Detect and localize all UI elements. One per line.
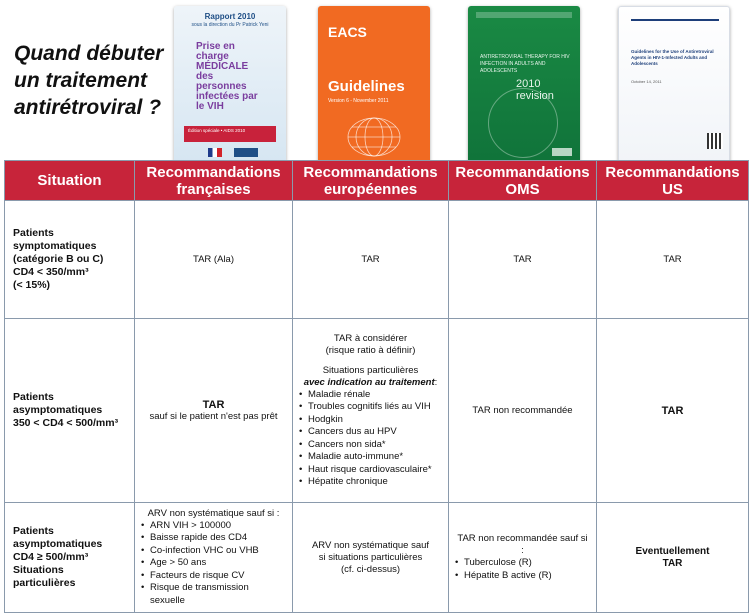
french-main-text: TAR [202, 398, 225, 411]
list-item: • Hépatite B active (R) [455, 570, 590, 583]
european-cell [293, 319, 449, 503]
qr-code-icon [707, 133, 723, 149]
european-conditions-list [299, 389, 442, 489]
situation-line: Patients [13, 227, 54, 239]
eacs-cover-title: Guidelines [328, 78, 405, 95]
european-intro-emphasis: avec indication au traitement: [303, 376, 438, 388]
list-item: • Cancers dus au HPV [299, 426, 442, 439]
european-line: si situations particulières [318, 551, 423, 563]
french-sub-text: sauf si le patient n'est pas prêt [149, 410, 278, 422]
list-item: • Age > 50 ans [141, 557, 286, 570]
french-intro: ARV non systématique sauf si : [147, 507, 280, 519]
situation-cell [5, 201, 135, 319]
table-row-asymptomatic-350-500 [5, 319, 749, 503]
who-cell [449, 503, 597, 613]
list-item: • Haut risque cardiovasculaire* [299, 464, 442, 477]
eacs-mesh-graphic-icon [344, 114, 404, 160]
recommendations-table [4, 160, 749, 613]
table-row-asymptomatic-500 [5, 503, 749, 613]
us-cover-date: October 14, 2011 [631, 79, 662, 84]
list-item: • Facteurs de risque CV [141, 570, 286, 583]
situation-line: Patients [13, 391, 54, 403]
french-cover-band: Édition spéciale • AIDS 2010 [184, 126, 276, 142]
european-cell: TAR [293, 201, 449, 319]
who-cell: TAR [449, 201, 597, 319]
list-item: • Maladie rénale [299, 389, 442, 402]
who-cover-strip [476, 12, 572, 18]
list-item: • Hépatite chronique [299, 476, 442, 489]
french-cell: TAR (Ala) [135, 201, 293, 319]
who-globe-graphic-icon [488, 88, 558, 158]
who-cover-title: ANTIRETROVIRAL THERAPY FOR HIV INFECTION IN ADULTS AND ADOLESCENTS [480, 54, 570, 74]
header-situation: Situation [5, 161, 135, 201]
european-cell [293, 503, 449, 613]
eacs-cover-version: Version 6 - November 2011 [328, 98, 389, 104]
us-cover-title: Guidelines for the Use of Antiretroviral Agents in HIV-1-Infected Adults and Adolescents [631, 49, 714, 66]
list-item: • Hodgkin [299, 414, 442, 427]
european-line: ARV non systématique sauf [311, 539, 430, 551]
who-logo-icon [552, 148, 572, 156]
who-cover-revision: 2010 revision [516, 78, 554, 102]
us-cell: TAR [597, 201, 749, 319]
header-us: Recommandations US [597, 161, 749, 201]
situation-line: (< 15%) [13, 279, 51, 291]
who-cell: TAR non recommandée [449, 319, 597, 503]
french-report-cover [174, 6, 286, 164]
list-item: • Tuberculose (R) [455, 557, 590, 570]
situation-line: symptomatiques [13, 240, 97, 252]
us-line: Eventuellement [635, 545, 710, 557]
situation-line: 350 < CD4 < 500/mm³ [13, 417, 119, 429]
european-top-line: TAR à considérer [333, 332, 408, 344]
who-guidelines-cover [468, 6, 580, 164]
table-header-row [5, 161, 749, 201]
header-who: Recommandations OMS [449, 161, 597, 201]
ministry-logo-icon [234, 148, 258, 157]
situation-cell [5, 319, 135, 503]
list-item: • Cancers non sida* [299, 439, 442, 452]
situation-line: asymptomatiques [13, 404, 103, 416]
situation-line: CD4 ≥ 500/mm³ [13, 551, 89, 563]
header-french: Recommandations françaises [135, 161, 293, 201]
us-cover-bar [631, 19, 719, 21]
french-conditions-list [141, 520, 286, 608]
us-line: TAR [662, 557, 683, 569]
list-item: • Risque de transmission sexuelle [141, 582, 286, 607]
european-intro: Situations particulières [322, 364, 419, 376]
eacs-cover-brand: EACS [328, 24, 367, 40]
us-guidelines-cover [618, 6, 730, 164]
header-european: Recommandations européennes [293, 161, 449, 201]
french-cover-main: Prise en charge MÉDICALE des personnes infectées par le VIH [196, 41, 258, 112]
table-row-symptomatic [5, 201, 749, 319]
us-cell [597, 503, 749, 613]
situation-line: asymptomatiques [13, 538, 103, 550]
situation-cell [5, 503, 135, 613]
list-item: • Baisse rapide des CD4 [141, 532, 286, 545]
list-item: • Maladie auto-immune* [299, 451, 442, 464]
list-item: • Co-infection VHC ou VHB [141, 545, 286, 558]
french-cell [135, 319, 293, 503]
french-cover-title: Rapport 2010 [204, 12, 256, 21]
situation-line: (catégorie B ou C) [13, 253, 104, 265]
situation-line: particulières [13, 577, 76, 589]
french-cover-subtitle: sous la direction du Pr Patrick Yeni [191, 22, 269, 28]
us-cell: TAR [597, 319, 749, 503]
page-title: Quand débuter un traitement antirétroviral ? [14, 42, 164, 119]
french-cell [135, 503, 293, 613]
european-line: (cf. ci-dessus) [340, 563, 401, 575]
eacs-guidelines-cover [318, 6, 430, 164]
who-conditions-list [455, 557, 590, 582]
who-intro: TAR non recommandée sauf si : [457, 533, 588, 556]
european-top-line: (risque ratio à définir) [325, 344, 416, 356]
french-flag-icon [208, 148, 222, 157]
list-item: • ARN VIH > 100000 [141, 520, 286, 533]
situation-line: Patients [13, 525, 54, 537]
list-item: • Troubles cognitifs liés au VIH [299, 401, 442, 414]
situation-line: CD4 < 350/mm³ [13, 266, 89, 278]
european-intro-em: avec indication au traitement [303, 376, 435, 388]
situation-line: Situations [13, 564, 64, 576]
